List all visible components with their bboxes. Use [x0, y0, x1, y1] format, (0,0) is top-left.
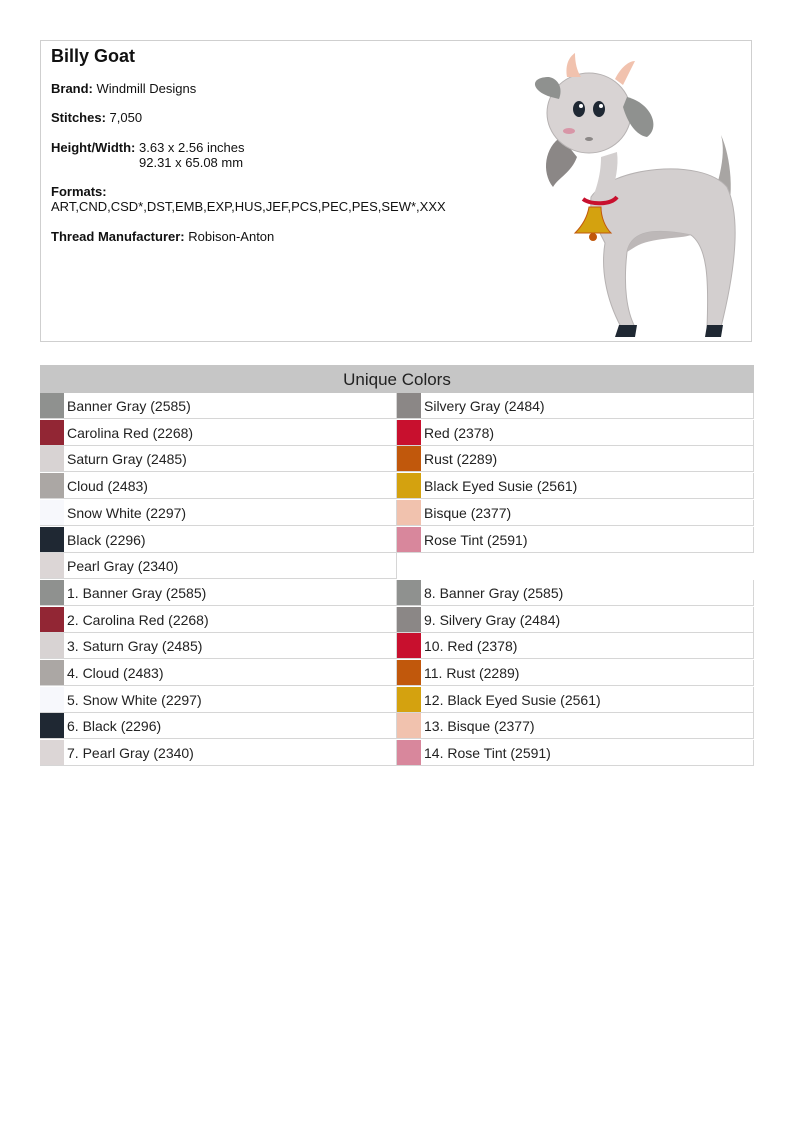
color-swatch	[40, 473, 64, 498]
color-swatch	[40, 393, 64, 418]
stitches-row	[51, 110, 142, 125]
color-label: 11. Rust (2289)	[424, 665, 520, 681]
sequence-color-row	[40, 607, 397, 633]
color-label: 9. Silvery Gray (2484)	[424, 611, 561, 628]
goat-illustration	[531, 47, 751, 339]
sequence-color-row	[397, 580, 754, 606]
thread-label: Thread Manufacturer:	[51, 229, 185, 244]
sequence-color-row	[40, 713, 397, 739]
unique-color-row	[40, 393, 397, 419]
brand-value: Windmill Designs	[96, 81, 197, 96]
height-width-row	[51, 140, 245, 170]
color-swatch	[397, 473, 421, 498]
color-swatch	[40, 687, 64, 712]
color-swatch	[397, 527, 421, 552]
color-swatch	[397, 687, 421, 712]
unique-colors-header: Unique Colors	[40, 365, 754, 393]
color-swatch	[40, 633, 64, 658]
color-swatch	[397, 580, 421, 605]
color-swatch	[40, 713, 64, 738]
color-label: 10. Red (2378)	[424, 638, 518, 655]
brand-row	[51, 81, 196, 96]
thread-row	[51, 229, 274, 244]
formats-row	[51, 184, 446, 214]
color-label: Rose Tint (2591)	[424, 531, 528, 548]
color-label: 5. Snow White (2297)	[67, 691, 202, 708]
sequence-color-row	[397, 660, 754, 686]
unique-color-row	[397, 393, 754, 419]
color-label: Cloud (2483)	[67, 478, 148, 495]
color-swatch	[397, 420, 421, 445]
formats-label: Formats:	[51, 184, 107, 199]
sequence-color-row	[397, 713, 754, 739]
color-label: 12. Black Eyed Susie (2561)	[424, 691, 601, 708]
unique-color-row	[397, 446, 754, 472]
height-width-mm: 92.31 x 65.08 mm	[139, 155, 244, 170]
color-label: 4. Cloud (2483)	[67, 665, 164, 681]
sequence-color-row	[40, 580, 397, 606]
formats-value: ART,CND,CSD*,DST,EMB,EXP,HUS,JEF,PCS,PEC,PES,SEW*,XXX	[51, 199, 446, 214]
color-swatch	[40, 446, 64, 471]
color-label: 13. Bisque (2377)	[424, 718, 535, 735]
unique-color-row	[40, 446, 397, 472]
color-swatch	[397, 633, 421, 658]
sequence-color-row	[397, 687, 754, 713]
color-label: Red (2378)	[424, 424, 495, 441]
sequence-color-row	[40, 687, 397, 713]
color-swatch	[40, 607, 64, 632]
color-swatch	[397, 660, 421, 685]
color-label: 8. Banner Gray (2585)	[424, 584, 564, 601]
thread-value: Robison-Anton	[188, 229, 275, 244]
sequence-color-row	[397, 633, 754, 659]
color-label: Rust (2289)	[424, 451, 498, 468]
color-swatch	[397, 740, 421, 765]
color-swatch	[40, 553, 64, 578]
color-label: Black Eyed Susie (2561)	[424, 478, 578, 495]
unique-color-row	[397, 500, 754, 526]
color-swatch	[40, 740, 64, 765]
color-label: Pearl Gray (2340)	[67, 558, 179, 575]
unique-color-row	[40, 553, 397, 579]
color-swatch	[40, 500, 64, 525]
color-label: Saturn Gray (2485)	[67, 451, 187, 468]
color-swatch	[40, 527, 64, 552]
unique-color-row	[397, 473, 754, 499]
unique-color-row	[40, 500, 397, 526]
brand-label: Brand:	[51, 81, 93, 96]
color-swatch	[397, 393, 421, 418]
color-label: 6. Black (2296)	[67, 718, 162, 735]
sequence-color-row	[397, 740, 754, 766]
color-swatch	[397, 446, 421, 471]
height-width-value	[139, 140, 245, 170]
color-label: Black (2296)	[67, 531, 146, 548]
color-label: Silvery Gray (2484)	[424, 398, 545, 414]
sequence-color-row	[40, 740, 397, 766]
color-label: Bisque (2377)	[424, 504, 512, 521]
color-label: 3. Saturn Gray (2485)	[67, 638, 203, 655]
unique-color-row	[40, 527, 397, 553]
stitches-label: Stitches:	[51, 110, 106, 125]
color-label: 2. Carolina Red (2268)	[67, 611, 209, 628]
unique-color-row	[40, 473, 397, 499]
height-width-label: Height/Width:	[51, 140, 136, 155]
color-swatch	[397, 713, 421, 738]
unique-color-row	[397, 420, 754, 446]
design-info-panel	[40, 40, 752, 342]
color-label: Carolina Red (2268)	[67, 424, 194, 441]
colors-table	[40, 365, 754, 762]
color-label: Banner Gray (2585)	[67, 398, 191, 414]
color-swatch	[40, 580, 64, 605]
unique-color-row	[40, 420, 397, 446]
color-label: 14. Rose Tint (2591)	[424, 745, 551, 762]
color-swatch	[397, 607, 421, 632]
color-swatch	[40, 420, 64, 445]
sequence-color-row	[397, 607, 754, 633]
color-swatch	[397, 500, 421, 525]
sequence-color-row	[40, 660, 397, 686]
color-label: 7. Pearl Gray (2340)	[67, 745, 194, 762]
color-label: Snow White (2297)	[67, 504, 187, 521]
stitches-value: 7,050	[109, 110, 143, 125]
sequence-color-row	[40, 633, 397, 659]
design-title: Billy Goat	[51, 46, 136, 66]
unique-color-row	[397, 527, 754, 553]
height-width-inches: 3.63 x 2.56 inches	[139, 140, 245, 155]
color-swatch	[40, 660, 64, 685]
color-label: 1. Banner Gray (2585)	[67, 584, 207, 601]
